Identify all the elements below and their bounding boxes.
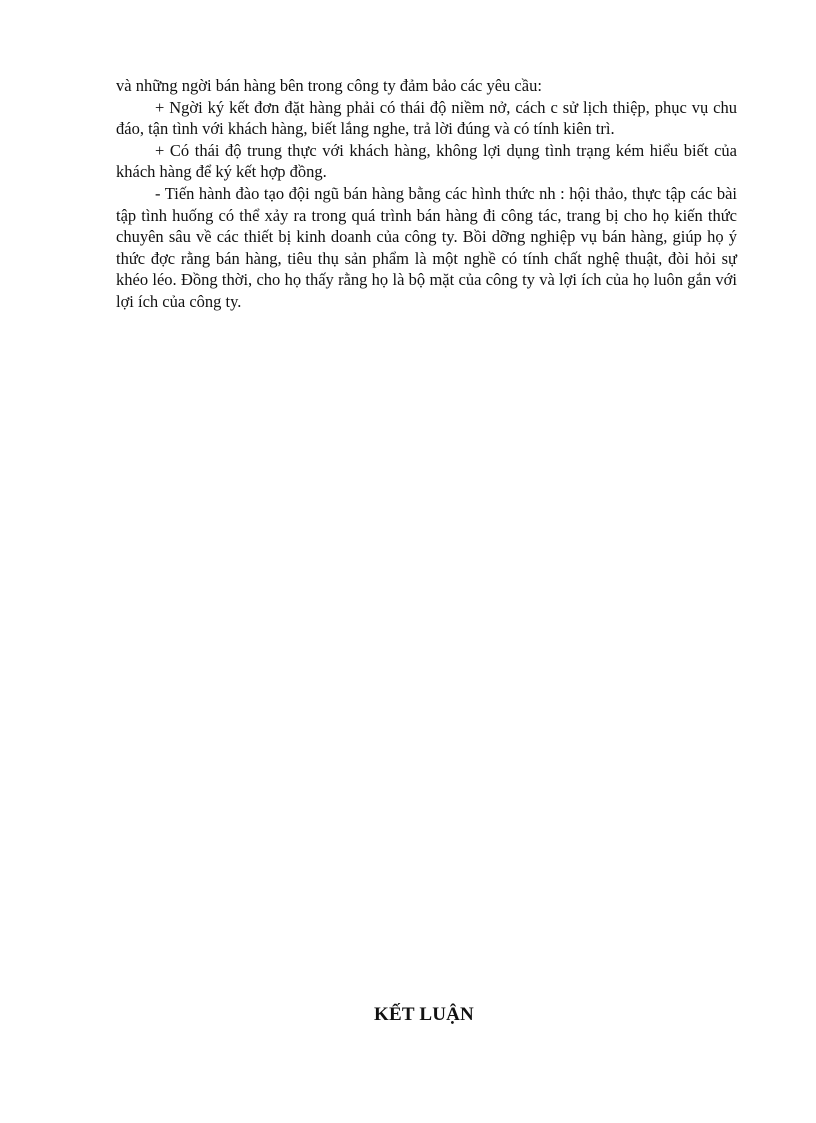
body-text xyxy=(116,75,737,313)
paragraph-continuation: và những ngời bán hàng bên trong công ty đảm bảo các yêu cầu: xyxy=(116,76,542,95)
section-heading-conclusion: KẾT LUẬN xyxy=(374,1004,474,1025)
paragraph-order-signer: + Ngời ký kết đơn đặt hàng phải có thái độ niềm nở, cách c sử lịch thiệp, phục vụ chu đáo, tận tình với khách hàng, biết lắng nghe, trả lời đúng và có tính kiên trì. xyxy=(116,97,737,139)
paragraph-honesty: + Có thái độ trung thực với khách hàng, không lợi dụng tình trạng kém hiểu biết của khách hàng để ký kết hợp đồng. xyxy=(116,140,737,182)
paragraph-training: - Tiến hành đào tạo đội ngũ bán hàng bằng các hình thức nh : hội thảo, thực tập các bài tập tình huống có thể xảy ra trong quá trình bán hàng đi công tác, trang bị cho họ kiến thức chuyên sâu về các thiết bị kinh doanh của công ty. Bồi dỡng nghiệp vụ bán hàng, giúp họ ý thức đợc rằng bán hàng, tiêu thụ sản phẩm là một nghề có tính chất nghệ thuật, đòi hỏi sự khéo léo. Đồng thời, cho họ thấy rằng họ là bộ mặt của công ty và lợi ích của họ luôn gắn với lợi ích của công ty. xyxy=(116,183,737,311)
